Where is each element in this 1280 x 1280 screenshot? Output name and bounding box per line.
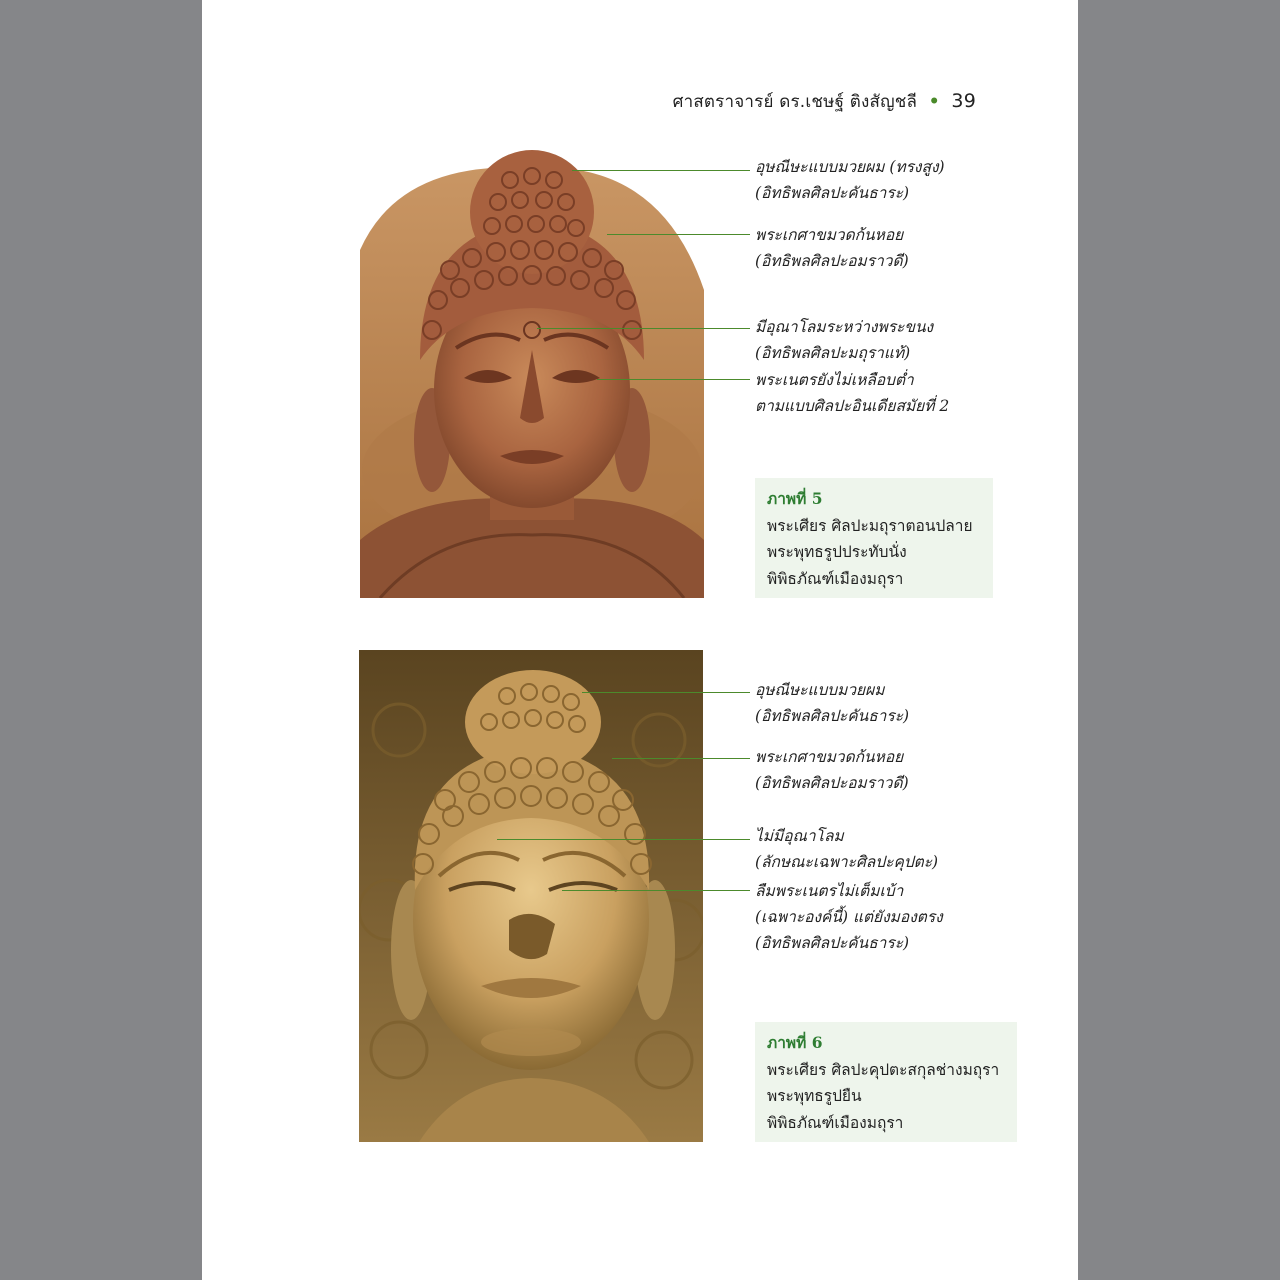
fig6-annotation-hair [755,744,909,796]
fig6-caption-box [755,1022,1017,1142]
figure-5-photo [360,140,704,598]
fig6-leader-no-urna [497,839,750,840]
fig6-caption-title: ภาพที่ 6 [767,1033,823,1052]
fig6-leader-ushnisha [582,692,750,693]
fig6-annotation-eyes [755,878,943,956]
annotation-line: (อิทธิพลศิลปะคันธาระ) [755,934,910,952]
annotation-line: อุษณีษะแบบมวยผม (ทรงสูง) [755,158,945,176]
annotation-line: ตามแบบศิลปะอินเดียสมัยที่ 2 [755,397,950,415]
annotation-line: พระเกศาขมวดก้นหอย [755,748,904,766]
fig5-caption-line: พระเศียร ศิลปะมถุราตอนปลาย [767,516,973,535]
page-number: 39 [951,90,976,112]
fig5-leader-urna [537,328,750,329]
annotation-line: มีอุณาโลมระหว่างพระขนง [755,318,934,336]
author-name: ศาสตราจารย์ ดร.เชษฐ์ ติงสัญชลี [672,92,918,112]
annotation-line: พระเนตรยังไม่เหลือบต่ำ [755,371,914,389]
fig6-leader-eyes [562,890,750,891]
annotation-line: (อิทธิพลศิลปะอมราวดี) [755,252,909,270]
fig6-caption-line: พระพุทธรูปยืน [767,1087,862,1105]
annotation-line: พระเกศาขมวดก้นหอย [755,226,904,244]
fig5-caption-line: พระพุทธรูปประทับนั่ง [767,543,907,561]
fig5-leader-hair [607,234,750,235]
buddha-head-gupta-image [359,650,703,1142]
fig5-caption-line: พิพิธภัณฑ์เมืองมถุรา [767,569,904,588]
fig6-annotation-ushnisha [755,677,909,729]
running-header [673,88,976,115]
annotation-line: (เฉพาะองค์นี้) แต่ยังมองตรง [755,908,943,926]
fig5-annotation-ushnisha [755,154,945,206]
fig6-leader-hair [612,758,750,759]
annotation-line: อุษณีษะแบบมวยผม [755,681,885,699]
book-page [202,0,1078,1280]
fig5-caption-title: ภาพที่ 5 [767,489,823,508]
annotation-line: (อิทธิพลศิลปะอมราวดี) [755,774,909,792]
figure-6-photo [359,650,703,1142]
fig5-leader-eyes [597,379,750,380]
fig6-caption-line: พิพิธภัณฑ์เมืองมถุรา [767,1113,904,1132]
annotation-line: ลืมพระเนตรไม่เต็มเบ้า [755,882,904,900]
header-bullet: • [928,92,940,112]
buddha-head-mathura-image [360,140,704,598]
annotation-line: (อิทธิพลศิลปะคันธาระ) [755,707,910,725]
annotation-line: (อิทธิพลศิลปะมถุราแท้) [755,344,911,362]
annotation-line: (อิทธิพลศิลปะคันธาระ) [755,184,910,202]
fig6-annotation-no-urna [755,823,938,875]
annotation-line: (ลักษณะเฉพาะศิลปะคุปตะ) [755,853,939,871]
fig6-caption-line: พระเศียร ศิลปะคุปตะสกุลช่างมถุรา [767,1060,1000,1079]
fig5-annotation-hair [755,222,909,274]
fig5-annotation-eyes [755,367,949,419]
fig5-leader-ushnisha [572,170,750,171]
annotation-line: ไม่มีอุณาโลม [755,827,844,845]
fig5-annotation-urna [755,314,933,366]
fig5-caption-box [755,478,993,598]
